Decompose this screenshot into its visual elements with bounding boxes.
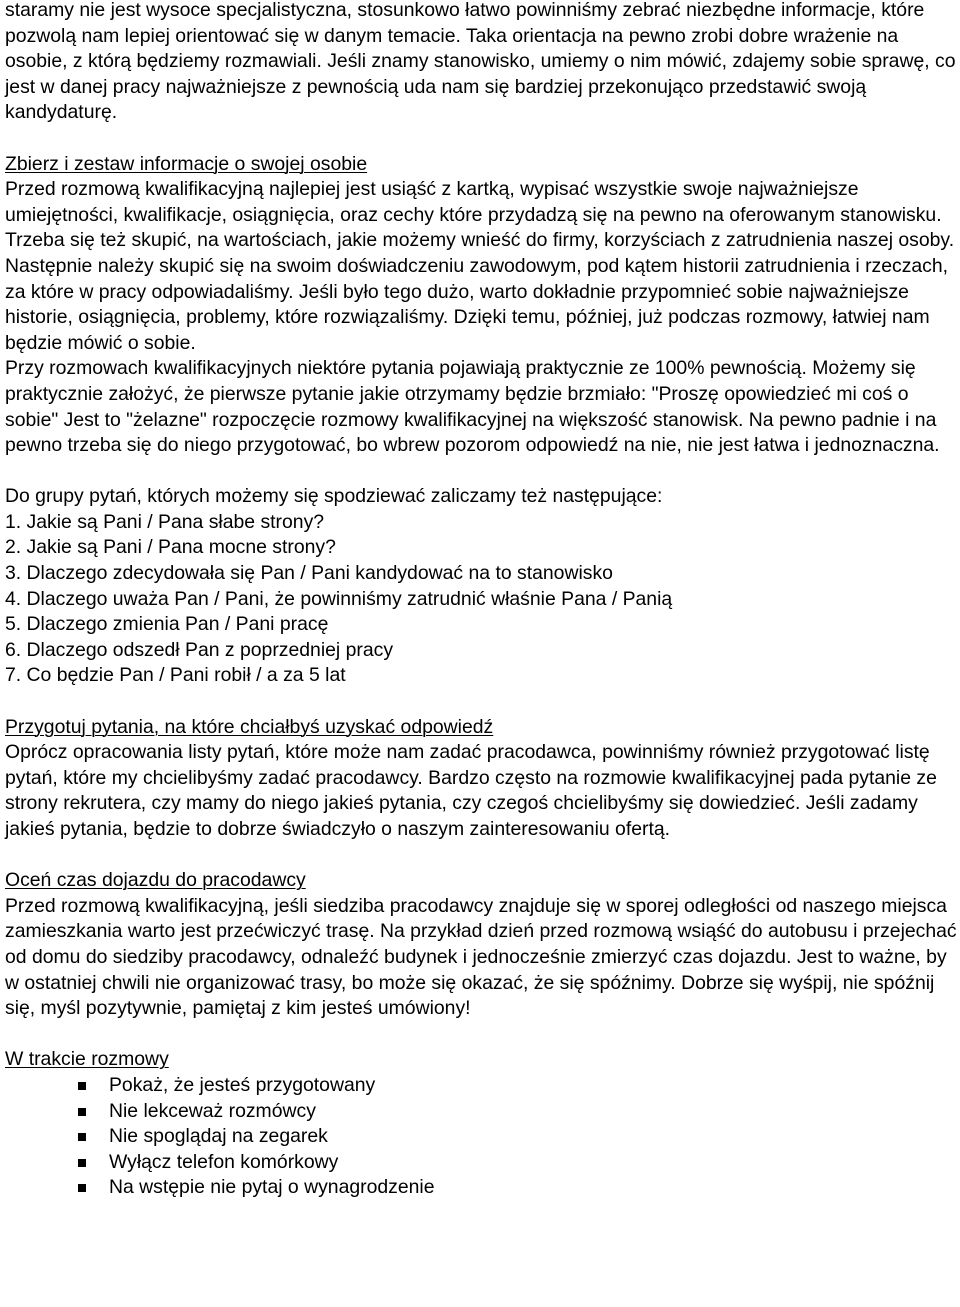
list-item [5, 1175, 960, 1201]
question-item: 1. Jakie są Pani / Pana słabe strony? [5, 510, 325, 533]
square-bullet-icon [78, 1184, 86, 1192]
self-info-paragraph: Przed rozmową kwalifikacyjną najlepiej jest usiąść z kartką, wypisać wszystkie swoje najważniejsze umiejętności, kwalifikacje, osiągnięcia, oraz cechy które przydadzą się na pewno na oferowanym stanowisku. Trzeba się też skupić, na wartościach, jakie możemy wnieść do firmy, korzyściach z zatrudnienia naszej osoby. Następnie należy skupić się na swoim doświadczeniu zawodowym, pod kątem historii zatrudnienia i rzeczach, za które w pracy odpowiadaliśmy. Jeśli było tego dużo, warto dokładnie przypomnieć sobie najważniejsze historie, osiągnięcia, problemy, które rozwiązaliśmy. Dzięki temu, później, już podczas rozmowy, łatwiej nam będzie mówić o sobie. [5, 178, 955, 354]
common-questions-paragraph: Przy rozmowach kwalifikacyjnych niektóre pytania pojawiają praktycznie ze 100% pewnością. Możemy się praktycznie założyć, że pierwsze pytanie jakie otrzymamy będzie brzmiało: "Proszę opowiedzieć mi coś o sobie" Jest to "żelazne" rozpoczęcie rozmowy kwalifikacyjnej na większość stanowisk. Na pewno padnie i na pewno trzeba się do niego przygotować, bo wbrew pozorom odpowiedź na nie, nie jest łatwa i jednoznaczna. [5, 357, 940, 457]
interview-tips-list [5, 1073, 960, 1201]
square-bullet-icon [78, 1082, 86, 1090]
square-bullet-icon [78, 1108, 86, 1116]
section-heading-self-info: Zbierz i zestaw informacje o swojej osobie [5, 152, 368, 175]
list-item [5, 1150, 960, 1176]
list-item [5, 1124, 960, 1150]
section-heading-during-interview: W trakcie rozmowy [5, 1048, 169, 1071]
questions-intro: Do grupy pytań, których możemy się spodziewać zaliczamy też następujące: [5, 485, 663, 508]
paragraph-spacer [5, 689, 960, 715]
square-bullet-icon [78, 1133, 86, 1141]
prepare-questions-paragraph: Oprócz opracowania listy pytań, które może nam zadać pracodawca, powinniśmy również przygotować listę pytań, które my chcielibyśmy zadać pracodawcy. Bardzo często na rozmowie kwalifikacyjnej pada pytanie ze strony rekrutera, czy mamy do niego jakieś pytania, czy czegoś chcielibyśmy się dowiedzieć. Jeśli zadamy jakieś pytania, będzie to dobrze świadczyło o naszym zainteresowaniu ofertą. [5, 741, 937, 840]
document-page [5, 0, 960, 1201]
paragraph-spacer [5, 459, 960, 485]
section-heading-commute: Oceń czas dojazdu do pracodawcy [5, 869, 306, 892]
list-item [5, 1099, 960, 1125]
question-item: 4. Dlaczego uważa Pan / Pani, że powinniśmy zatrudnić właśnie Pana / Panią [5, 587, 673, 610]
section-heading-prepare-questions: Przygotuj pytania, na które chciałbyś uzyskać odpowiedź [5, 715, 494, 738]
question-item: 5. Dlaczego zmienia Pan / Pani pracę [5, 613, 329, 636]
tip-text: Pokaż, że jesteś przygotowany [109, 1073, 376, 1096]
tip-text: Nie spoglądaj na zegarek [109, 1125, 328, 1148]
paragraph-spacer [5, 126, 960, 152]
tip-text: Nie lekceważ rozmówcy [109, 1099, 316, 1122]
intro-paragraph: staramy nie jest wysoce specjalistyczna, stosunkowo łatwo powinniśmy zebrać niezbędne informacje, które pozwolą nam lepiej orientować się w danym temacie. Taka orientacja na pewno zrobi dobre wrażenie na osobie, z którą będziemy rozmawiali. Jeśli znamy stanowisko, umiemy o nim mówić, zdajemy sobie sprawę, co jest w danej pracy najważniejsze z pewnością uda nam się bardziej przekonująco przedstawić swoją kandydaturę. [5, 0, 956, 124]
question-item: 7. Co będzie Pan / Pani robił / a za 5 lat [5, 664, 346, 687]
tip-text: Na wstępie nie pytaj o wynagrodzenie [109, 1176, 435, 1199]
paragraph-spacer [5, 1022, 960, 1048]
question-item: 2. Jakie są Pani / Pana mocne strony? [5, 536, 336, 559]
square-bullet-icon [78, 1159, 86, 1167]
commute-paragraph: Przed rozmową kwalifikacyjną, jeśli siedziba pracodawcy znajduje się w sporej odległości od naszego miejsca zamieszkania warto jest przećwiczyć trasę. Na przykład dzień przed rozmową wsiąść do autobusu i przejechać od domu do siedziby pracodawcy, odnaleźć budynek i jednocześnie zmierzyć czas dojazdu. Jest to ważne, by w ostatniej chwili nie organizować trasy, bo może się okazać, że się spóźnimy. Dobrze się wyśpij, nie spóźnij się, myśl pozytywnie, pamiętaj z kim jesteś umówiony! [5, 894, 957, 1020]
paragraph-spacer [5, 843, 960, 869]
list-item [5, 1073, 960, 1099]
question-item: 3. Dlaczego zdecydowała się Pan / Pani kandydować na to stanowisko [5, 562, 613, 585]
question-item: 6. Dlaczego odszedł Pan z poprzedniej pracy [5, 638, 394, 661]
tip-text: Wyłącz telefon komórkowy [109, 1150, 339, 1173]
questions-list [5, 510, 960, 689]
